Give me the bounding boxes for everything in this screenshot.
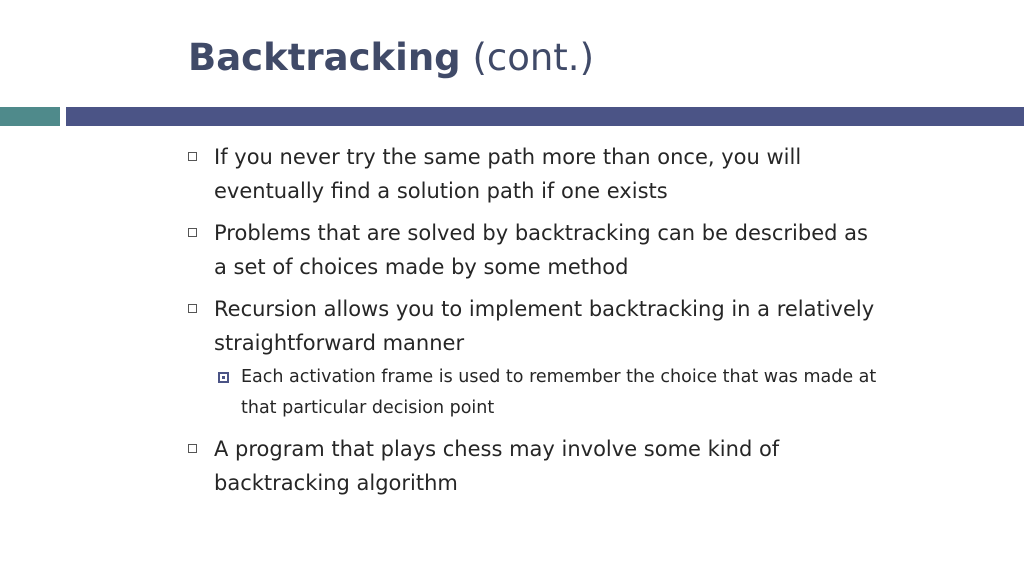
hollow-square-bullet-icon: [188, 444, 197, 453]
sub-bullet-item-1: [186, 362, 886, 424]
bullet-item-4: [186, 432, 886, 500]
sub-bullet-text: Each activation frame is used to remember the choice that was made at that particular decision point: [241, 367, 877, 418]
accent-bar-right: [66, 107, 1024, 126]
filled-square-bullet-icon: [218, 372, 229, 383]
accent-bar-left: [0, 107, 60, 126]
bullet-item-3: [186, 292, 886, 360]
bullet-item-1: [186, 140, 886, 208]
bullet-list: [186, 140, 886, 508]
hollow-square-bullet-icon: [188, 304, 197, 313]
bullet-text: Problems that are solved by backtracking can be described as a set of choices made by some method: [214, 221, 868, 279]
slide-title-main: Backtracking: [188, 36, 461, 79]
bullet-text: If you never try the same path more than once, you will eventually find a solution path if one exists: [214, 145, 802, 203]
bullet-text: Recursion allows you to implement backtracking in a relatively straightforward manner: [214, 297, 875, 355]
bullet-item-2: [186, 216, 886, 284]
slide-title-suffix: (cont.): [472, 36, 595, 79]
bullet-text: A program that plays chess may involve some kind of backtracking algorithm: [214, 437, 780, 495]
hollow-square-bullet-icon: [188, 228, 197, 237]
hollow-square-bullet-icon: [188, 152, 197, 161]
slide-title: [188, 36, 594, 80]
